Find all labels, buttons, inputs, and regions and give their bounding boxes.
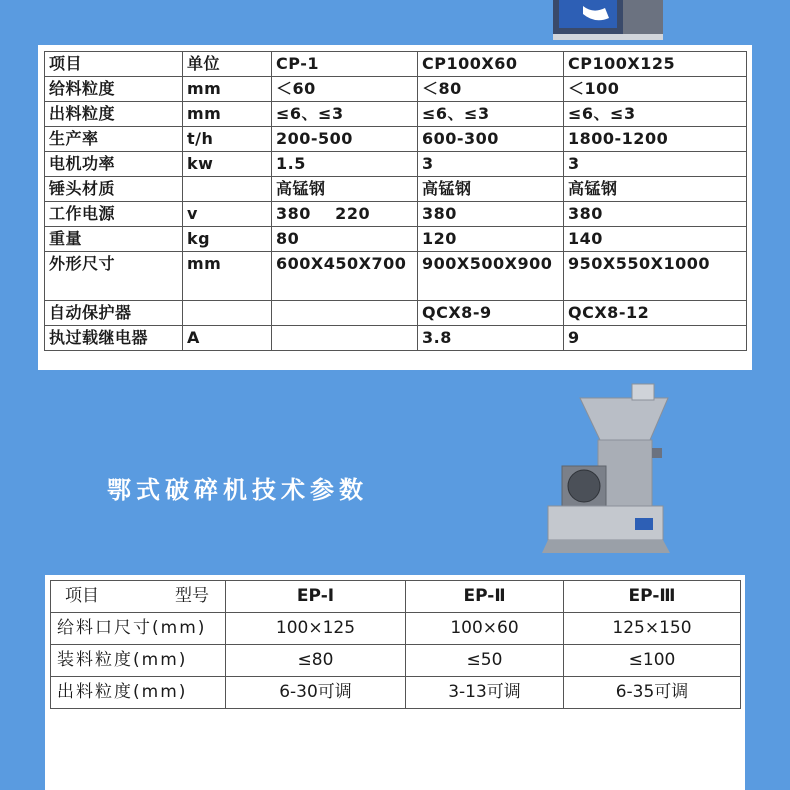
table-row (45, 102, 747, 127)
table-row (45, 202, 747, 227)
header-model: 型号 (175, 586, 209, 606)
row-value: 100×60 (406, 613, 564, 645)
row-value: 200-500 (272, 127, 418, 152)
table-row (45, 252, 747, 301)
row-label: 出料粒度(mm) (51, 677, 226, 709)
header-model-3: EP-Ⅲ (564, 581, 741, 613)
row-label: 生产率 (45, 127, 183, 152)
row-value: 高锰钢 (418, 177, 564, 202)
hammer-crusher-spec-table (38, 45, 752, 370)
row-label: 外形尺寸 (45, 252, 183, 301)
table-row (51, 613, 741, 645)
row-unit: A (183, 326, 272, 351)
row-value: ＜60 (272, 77, 418, 102)
row-value: 950X550X1000 (564, 252, 747, 301)
row-unit: kw (183, 152, 272, 177)
table-header-row (51, 581, 741, 613)
row-value: 100×125 (226, 613, 406, 645)
row-value: 120 (418, 227, 564, 252)
table-row (45, 301, 747, 326)
row-value: 6-30可调 (226, 677, 406, 709)
row-unit (183, 177, 272, 202)
row-value: 380 (564, 202, 747, 227)
row-value: 1.5 (272, 152, 418, 177)
row-label: 给料口尺寸(mm) (51, 613, 226, 645)
jaw-crusher-image (540, 378, 670, 573)
row-value: 900X500X900 (418, 252, 564, 301)
table-row (45, 127, 747, 152)
row-value: ≤80 (226, 645, 406, 677)
row-unit: mm (183, 77, 272, 102)
row-value: 380 220 (272, 202, 418, 227)
hammer-crusher-image (553, 0, 663, 40)
row-value: 3.8 (418, 326, 564, 351)
row-unit: v (183, 202, 272, 227)
header-item: 项目 (45, 52, 183, 77)
row-label: 装料粒度(mm) (51, 645, 226, 677)
row-value (272, 301, 418, 326)
row-value: ≤100 (564, 645, 741, 677)
table-row (45, 227, 747, 252)
row-value: 3-13可调 (406, 677, 564, 709)
row-value: 140 (564, 227, 747, 252)
header-model-2: EP-Ⅱ (406, 581, 564, 613)
table-row (45, 77, 747, 102)
header-model-1: EP-Ⅰ (226, 581, 406, 613)
row-value: 80 (272, 227, 418, 252)
row-value: 高锰钢 (564, 177, 747, 202)
row-value (272, 326, 418, 351)
row-value: ＜80 (418, 77, 564, 102)
section-title: 鄂式破碎机技术参数 (107, 476, 368, 504)
row-label: 出料粒度 (45, 102, 183, 127)
row-value: 3 (564, 152, 747, 177)
table-row (51, 645, 741, 677)
row-value: 9 (564, 326, 747, 351)
jaw-crusher-spec-table (45, 575, 745, 790)
row-value: 1800-1200 (564, 127, 747, 152)
row-value: 380 (418, 202, 564, 227)
row-value: ≤6、≤3 (272, 102, 418, 127)
row-value: QCX8-9 (418, 301, 564, 326)
row-unit: kg (183, 227, 272, 252)
header-model-1: CP-1 (272, 52, 418, 77)
header-model-2: CP100X60 (418, 52, 564, 77)
row-unit (183, 301, 272, 326)
row-unit: mm (183, 252, 272, 301)
row-label: 执过载继电器 (45, 326, 183, 351)
row-value: ≤6、≤3 (418, 102, 564, 127)
row-value: QCX8-12 (564, 301, 747, 326)
row-unit: mm (183, 102, 272, 127)
table-row (45, 326, 747, 351)
row-label: 工作电源 (45, 202, 183, 227)
row-value: ＜100 (564, 77, 747, 102)
header-unit: 单位 (183, 52, 272, 77)
row-value: 3 (418, 152, 564, 177)
row-unit: t/h (183, 127, 272, 152)
row-value: 6-35可调 (564, 677, 741, 709)
row-label: 锤头材质 (45, 177, 183, 202)
table-row (45, 152, 747, 177)
table-header-row (45, 52, 747, 77)
row-label: 给料粒度 (45, 77, 183, 102)
row-value: ≤50 (406, 645, 564, 677)
row-label: 重量 (45, 227, 183, 252)
header-item-model (51, 581, 226, 613)
row-label: 电机功率 (45, 152, 183, 177)
header-item: 项目 (65, 586, 99, 606)
row-value: ≤6、≤3 (564, 102, 747, 127)
row-value: 600X450X700 (272, 252, 418, 301)
row-label: 自动保护器 (45, 301, 183, 326)
row-value: 125×150 (564, 613, 741, 645)
row-value: 高锰钢 (272, 177, 418, 202)
header-model-3: CP100X125 (564, 52, 747, 77)
table-row (45, 177, 747, 202)
table-row (51, 677, 741, 709)
row-value: 600-300 (418, 127, 564, 152)
